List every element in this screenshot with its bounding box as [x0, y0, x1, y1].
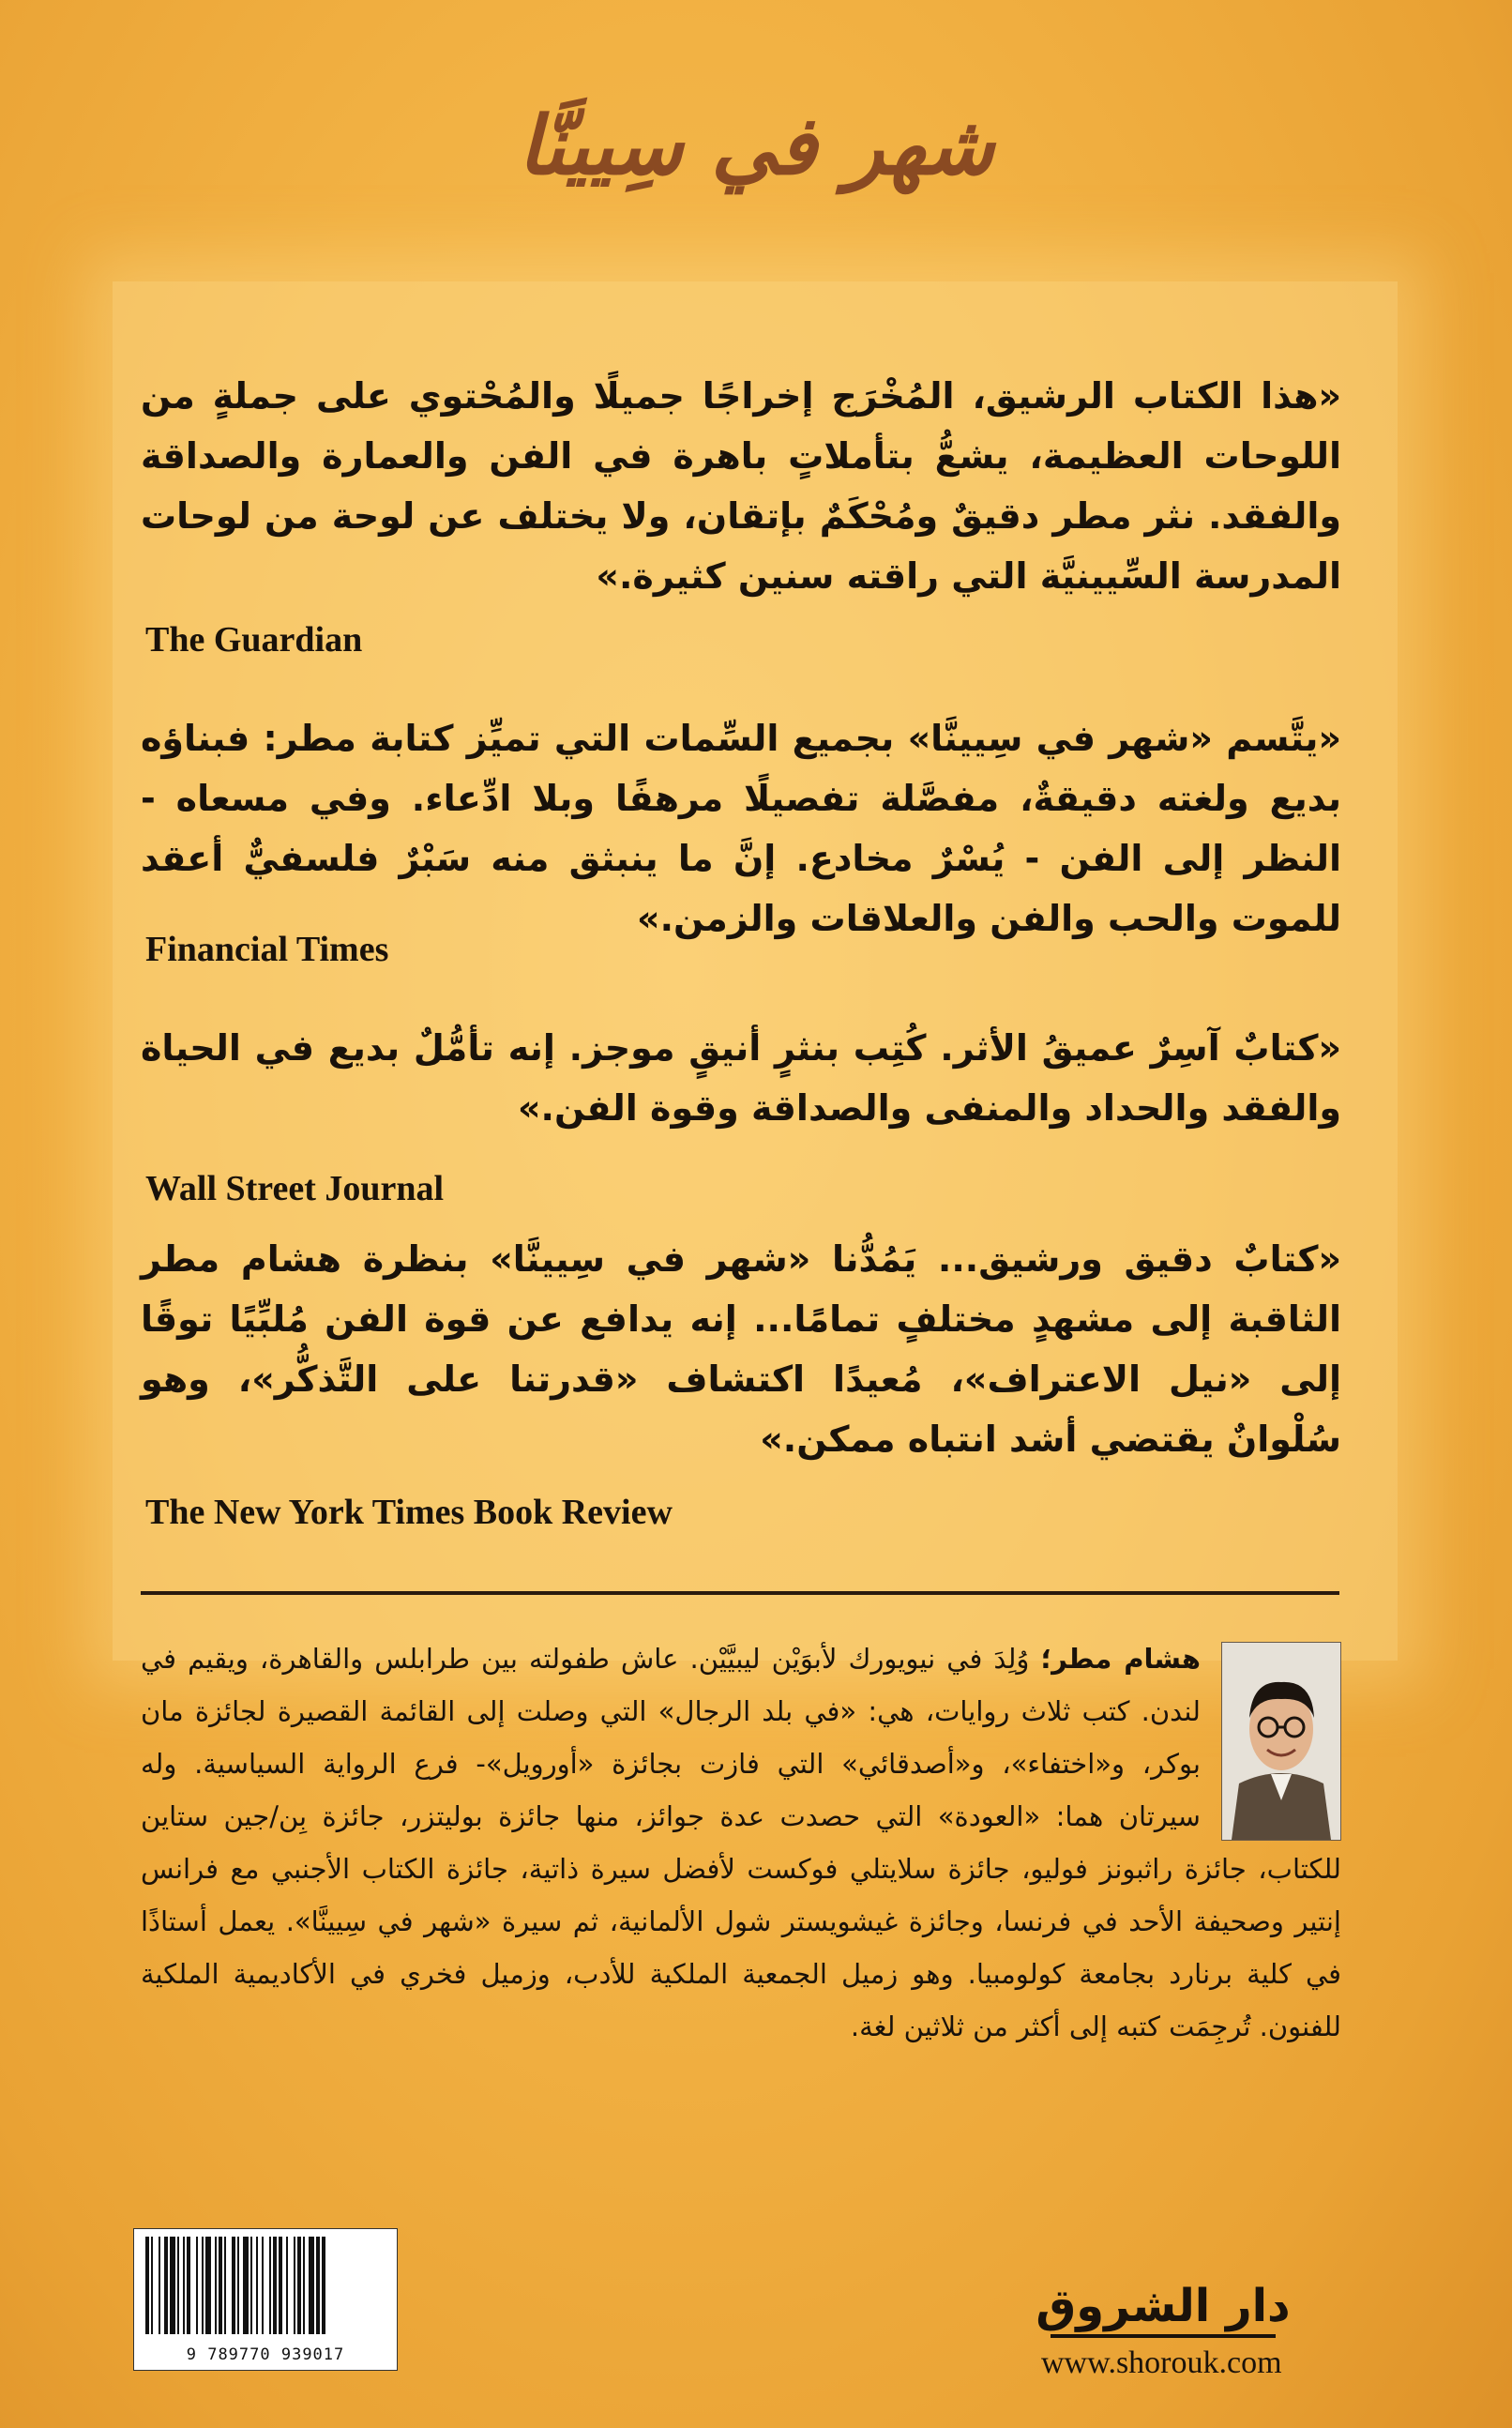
barcode-bar	[237, 2237, 239, 2334]
barcode-bar	[205, 2237, 211, 2334]
barcode-bar	[183, 2237, 185, 2334]
barcode-bar	[224, 2237, 226, 2334]
review-quote-3: «كتابٌ آسِرٌ عميقُ الأثر. كُتِب بنثرٍ أنيقٍ موجز. إنه تأمُّلٌ بديع في الحياة والفقد والحداد والمنفى والصداقة وقوة الفن.»	[141, 1027, 1341, 1129]
review-quote-4: «كتابٌ دقيق ورشيق... يَمُدُّنا «شهر في سِيينَّا» بنظرة هشام مطر الثاقبة إلى مشهدٍ مختلفٍ تمامًا... إنه يدافع عن قوة الفن مُلبِّيًا توقًا إلى «نيل الاعتراف»، مُعيدًا اكتشاف «قدرتنا على التَّذكُّر»، وهو سُلْوانٌ يقتضي أشد انتباه ممكن.»	[141, 1238, 1341, 1460]
review-source-2: Financial Times	[145, 930, 389, 969]
publisher-logo-underline	[1051, 2334, 1276, 2338]
barcode-bar	[164, 2237, 168, 2334]
review-quote-1: «هذا الكتاب الرشيق، المُخْرَج إخراجًا جميلًا والمُحْتوي على جملةٍ من اللوحات العظيمة، يشعُّ بتأملاتٍ باهرة في الفن والعمارة والصداقة والفقد. نثر مطر دقيقٌ ومُحْكَمٌ بإتقان، ولا يختلف عن لوحة من لوحات المدرسة السِّيينيَّة التي راقته سنين كثيرة.»	[141, 375, 1341, 597]
barcode-bars-icon	[142, 2237, 389, 2338]
author-bio-text: وُلِدَ في نيويورك لأبوَيْن ليبيَّيْن. عاش طفولته بين طرابلس والقاهرة، ويقيم في لندن. كتب ثلاث روايات، هي: «في بلد الرجال» التي وصلت إلى القائمة القصيرة لجائزة مان بوكر، و«اختفاء»، و«أصدقائي» التي فازت بجائزة «أورويل»- فرع الرواية السياسية. وله سيرتان هما: «العودة» التي حصدت عدة جوائز، منها جائزة بوليتزر، جائزة بِن/جين ستاين للكتاب، جائزة راثبونز فوليو، جائزة سلايتلي فوكست لأفضل سيرة ذاتية، جائزة الكتاب الأجنبي مع فرانس إنتير وصحيفة الأحد في فرنسا، وجائزة غيشويستر شول الألمانية، ثم سيرة «شهر في سِيينَّا». يعمل أستاذًا في كلية برنارد بجامعة كولومبيا. وهو زميل الجمعية الملكية للأدب، وزميل فخري في الأكاديمية الملكية للفنون. تُرجِمَت كتبه إلى أكثر من ثلاثين لغة.	[141, 1643, 1341, 2042]
review-quote-2: «يتَّسم «شهر في سِيينَّا» بجميع السِّمات التي تميِّز كتابة مطر: فبناؤه بديع ولغته دقيقةٌ، مفصَّلة تفصيلًا مرهفًا وبلا ادِّعاء. وفي مسعاه - النظر إلى الفن - يُسْرٌ مخادع. إنَّ ما ينبثق منه سَبْرٌ فلسفيٌّ أعقد للموت والحب والفن والعلاقات والزمن.»	[141, 718, 1341, 939]
isbn-number: 9 789770 939017	[186, 2345, 345, 2364]
barcode-bar	[215, 2237, 217, 2334]
review-source-4: The New York Times Book Review	[145, 1493, 673, 1532]
review-source-3: Wall Street Journal	[145, 1169, 445, 1208]
barcode-bar	[177, 2237, 179, 2334]
barcode-bar	[269, 2237, 271, 2334]
barcode-bar	[256, 2237, 258, 2334]
barcode-bar	[309, 2237, 314, 2334]
barcode-bar	[196, 2237, 198, 2334]
author-bio	[141, 1632, 1341, 2053]
barcode-bar	[145, 2237, 149, 2334]
review-source-1: The Guardian	[145, 620, 363, 660]
barcode-bar	[243, 2237, 249, 2334]
barcode-bar	[297, 2237, 301, 2334]
barcode-bar	[187, 2237, 190, 2334]
author-photo	[1221, 1642, 1341, 1841]
author-name: هشام مطر؛	[1040, 1643, 1201, 1675]
barcode-bar	[279, 2237, 282, 2334]
publisher-url[interactable]: www.shorouk.com	[1041, 2345, 1282, 2380]
barcode-bar	[303, 2237, 305, 2334]
barcode-bar	[262, 2237, 264, 2334]
barcode-bar	[316, 2237, 320, 2334]
publisher-logo: دار الشروق	[1036, 2280, 1291, 2332]
book-title: شهر في سِيينَّا	[518, 99, 994, 193]
barcode-bar	[219, 2237, 222, 2334]
barcode-bar	[294, 2237, 295, 2334]
barcode-bar	[322, 2237, 325, 2334]
barcode-bar	[159, 2237, 160, 2334]
barcode-bar	[170, 2237, 175, 2334]
author-portrait-icon	[1222, 1643, 1340, 1840]
barcode-bar	[250, 2237, 252, 2334]
barcode-bar	[151, 2237, 153, 2334]
barcode-bar	[232, 2237, 235, 2334]
barcode-bar	[286, 2237, 288, 2334]
barcode-bar	[202, 2237, 204, 2334]
barcode	[133, 2228, 398, 2371]
barcode-bar	[273, 2237, 277, 2334]
divider	[141, 1591, 1339, 1595]
